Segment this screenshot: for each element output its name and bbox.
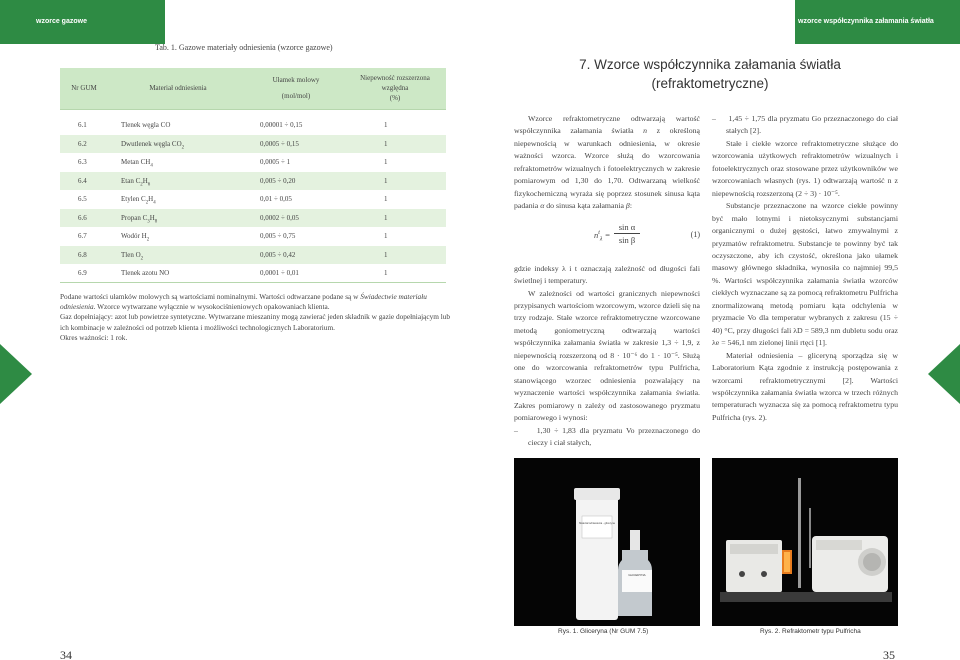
refractometer-illustration xyxy=(712,458,898,626)
paragraph-types: W zależności od wartości granicznych niepewności przypisanych wartościom wzorcowym, wzorce dzieli się na trzy rodzaje. Stałe wzorce refraktometryczne wzorcowane metodą goniometryczną odtwarzają wartości współczynnika załamania światła w zakresie 1,3 ÷ 1,9, z niepewnością rozszerzoną od 8 · 10⁻⁶ do 1 · 10⁻⁵. Służą one do wzorcowania refraktometrów typu Pulfricha, stanowiącego wzorzec odniesienia pozwalający na wyznaczenie wartości współczynnika załamania światła. Zakres pomiarowy n zależy od zastosowanego pryzmatu pomiarowego i wynosi: xyxy=(514,288,700,423)
header-bar-right xyxy=(795,0,960,44)
cell-uncertainty: 1 xyxy=(384,121,388,130)
cell-uncertainty: 1 xyxy=(344,264,446,283)
cell-uncertainty: 1 xyxy=(384,195,388,204)
table-notes xyxy=(60,292,452,343)
table-header-row xyxy=(60,68,446,109)
cell-material: Etan $C_2H_6$ xyxy=(108,172,248,191)
cell-material: Tlenek węgla CO xyxy=(121,121,171,130)
text-column-1 xyxy=(514,113,700,449)
table-body xyxy=(60,109,446,283)
photo-glycerine xyxy=(514,458,700,626)
header-mole-fraction: Ułamek molowy (mol/mol) xyxy=(248,68,344,109)
glycerine-illustration xyxy=(514,458,700,626)
arrow-left-icon xyxy=(0,344,32,404)
photo-refractometer xyxy=(712,458,898,626)
cell-nr: 6.1 xyxy=(78,121,87,130)
cell-mole-fraction: 0,0002 ÷ 0,05 xyxy=(248,209,344,228)
table-row xyxy=(60,227,446,246)
cell-nr: 6.8 xyxy=(60,246,108,265)
table-row xyxy=(60,172,446,191)
cell-nr: 6.7 xyxy=(78,232,87,241)
cell-material: Metan $CH_4$ xyxy=(121,158,153,169)
paragraph-indices: gdzie indeksy λ i t oznaczają zależność od długości fali świetlnej i temperatury. xyxy=(514,263,700,286)
gas-reference-table xyxy=(60,68,446,283)
equation-number: (1) xyxy=(690,229,700,239)
paragraph-working-standards: Stałe i ciekłe wzorce refraktometryczne służące do wzorcowania użytkowych refraktometrów wizualnych i fotoelektrycznych oraz stosowane przez użytkowników we wzorcowaniach własnych (rys. 1) odtwarzają wartość n z niepewnością rozszerzoną (2 ÷ 3) · 10⁻⁵. xyxy=(712,138,898,198)
cell-uncertainty: 1 xyxy=(344,246,446,265)
cell-uncertainty: 1 xyxy=(344,209,446,228)
cell-mole-fraction: 0,005 ÷ 0,75 xyxy=(260,232,296,241)
note-nominal: Podane wartości ułamków molowych są wartościami nominalnymi. Wartości odtwarzane podane są w Świadectwie materiału odniesienia. Wzorce wytwarzane wyłącznie w wysokociśnieniowych opakowaniach klienta. xyxy=(60,292,427,312)
table-row xyxy=(60,264,446,283)
note-validity: Okres ważności: 1 rok. xyxy=(60,332,128,342)
table-spacer-row xyxy=(60,109,446,116)
running-header-left: wzorce gazowe xyxy=(36,18,87,25)
formula-refractive-index xyxy=(514,217,700,257)
table-row xyxy=(60,153,446,172)
paragraph-liquid-standards: Substancje przeznaczone na wzorce ciekłe powinny być mało lotnymi i nietoksycznymi substancjami organicznymi o dużej gęstości, łatwo zmywalnymi z pryzmatów refraktometru. Substancje te powinny być tak oczyszczone, aby ich czystość, określona jako ułamek masowy głównego składnika, wynosiła co najmniej 99,5 %. Wartości współczynnika załamania światła wzorców ciekłych wyznaczane są za pomocą refraktometru Pulfricha znormalizowaną metodą pomiaru kąta odchylenia w pryzmacie Vo dla temperatur wybranych z zakresu (15 ÷ 40) °C, przy długości fali λD = 589,3 nm dubletu sodu oraz λe = 546,1 nm zielonej linii rtęci [1]. xyxy=(712,201,898,348)
page-number-right: 35 xyxy=(883,648,895,660)
running-header-right: wzorce współczynnika załamania światła xyxy=(798,18,934,25)
cell-mole-fraction: 0,005 ÷ 0,20 xyxy=(248,172,344,191)
arrow-right-icon xyxy=(928,344,960,404)
table-caption: Tab. 1. Gazowe materiały odniesienia (wzorce gazowe) xyxy=(155,43,333,52)
cell-material: Dwutlenek węgla $CO_2$ xyxy=(108,135,248,154)
header-uncertainty: Niepewność rozszerzona względna (%) xyxy=(344,68,446,109)
page-number-left: 34 xyxy=(60,648,72,660)
note-balance-gas: Gaz dopełniający: azot lub powietrze syntetyczne. Wytwarzane mieszaniny mogą zawierać jeden składnik w gazie dopełniającym lub ich kombinacje w zależności od potrzeb klienta i możliwości technologicznych Laboratorium. xyxy=(60,312,451,332)
section-title: 7. Wzorce współczynnika załamania światła (refraktometryczne) xyxy=(579,57,841,91)
cell-nr: 6.2 xyxy=(60,135,108,154)
cell-mole-fraction: 0,0005 ÷ 0,15 xyxy=(248,135,344,154)
cell-material: Tlen $O_2$ xyxy=(108,246,248,265)
cell-nr: 6.4 xyxy=(60,172,108,191)
figure-caption-2: Rys. 2. Refraktometr typu Pulfricha xyxy=(760,628,861,635)
list-item-vo-prism: – 1,30 ÷ 1,83 dla pryzmatu Vo przeznaczonego do cieczy i ciał stałych, xyxy=(514,425,700,447)
header-bar-left xyxy=(0,0,165,44)
cell-material: Tlenek azotu NO xyxy=(108,264,248,283)
cell-uncertainty: 1 xyxy=(384,158,388,167)
paragraph-intro: Wzorce refraktometryczne odtwarzają wartość współczynnika załamania światła n z określoną niepewnością w warunkach odniesienia, w okresie ważności wzorca. Wzorce służą do wzorcowania refraktometrów wizualnych i fotoelektrycznych w zakresie pomiarowym od 1,30 do 1,70. Odtwarzaną wielkość fizykochemiczną wyraża się poprzez stosunek sinusa kąta padania α do sinusa kąta załamania β: xyxy=(514,114,700,211)
formula-fraction: $\frac{\text{sin α}}{\text{sin β}}$ xyxy=(614,221,640,246)
cell-material: Etylen $C_2H_4$ xyxy=(121,195,156,206)
cell-nr: 6.9 xyxy=(60,264,108,283)
bottle-label: Materiał odniesienia - gliceryna xyxy=(579,522,615,525)
cell-material: Wodór $H_2$ xyxy=(121,232,150,243)
cell-uncertainty: 1 xyxy=(344,135,446,154)
table-row xyxy=(60,135,446,154)
table-row xyxy=(60,209,446,228)
table-row xyxy=(60,116,446,135)
table-row xyxy=(60,246,446,265)
header-material: Materiał odniesienia xyxy=(108,68,248,109)
list-item-go-prism: – 1,45 ÷ 1,75 dla pryzmatu Go przeznaczonego do ciał stałych [2]. xyxy=(712,114,898,136)
cell-mole-fraction: 0,01 ÷ 0,05 xyxy=(260,195,292,204)
cell-nr: 6.3 xyxy=(78,158,87,167)
text-column-2 xyxy=(712,113,898,424)
vial-label: GLICERYNA xyxy=(628,573,646,577)
cell-mole-fraction: 0,005 ÷ 0,42 xyxy=(248,246,344,265)
header-nr: Nr GUM xyxy=(60,68,108,109)
cell-material: Propan $C_3H_8$ xyxy=(108,209,248,228)
paragraph-glycerine: Materiał odniesienia – gliceryną sporządza się w Laboratorium Kąta zgodnie z instrukcją postępowania z wzorcami refraktometrycznymi [2]. Wartości współczynnika załamania światła wzorca w trzech różnych temperaturach wyznacza się za pomocą refraktometru typu Pulfricha (rys. 2). xyxy=(712,350,898,422)
cell-nr: 6.5 xyxy=(78,195,87,204)
table-row xyxy=(60,190,446,209)
formula-lhs: $n^t_\lambda$ = xyxy=(594,229,611,243)
cell-uncertainty: 1 xyxy=(384,232,388,241)
cell-uncertainty: 1 xyxy=(344,172,446,191)
cell-mole-fraction: 0,0005 ÷ 1 xyxy=(260,158,291,167)
cell-mole-fraction: 0,00001 ÷ 0,15 xyxy=(260,121,303,130)
figure-caption-1: Rys. 1. Gliceryna (Nr GUM 7.5) xyxy=(558,628,649,635)
cell-nr: 6.6 xyxy=(60,209,108,228)
cell-mole-fraction: 0,0001 ÷ 0,01 xyxy=(248,264,344,283)
